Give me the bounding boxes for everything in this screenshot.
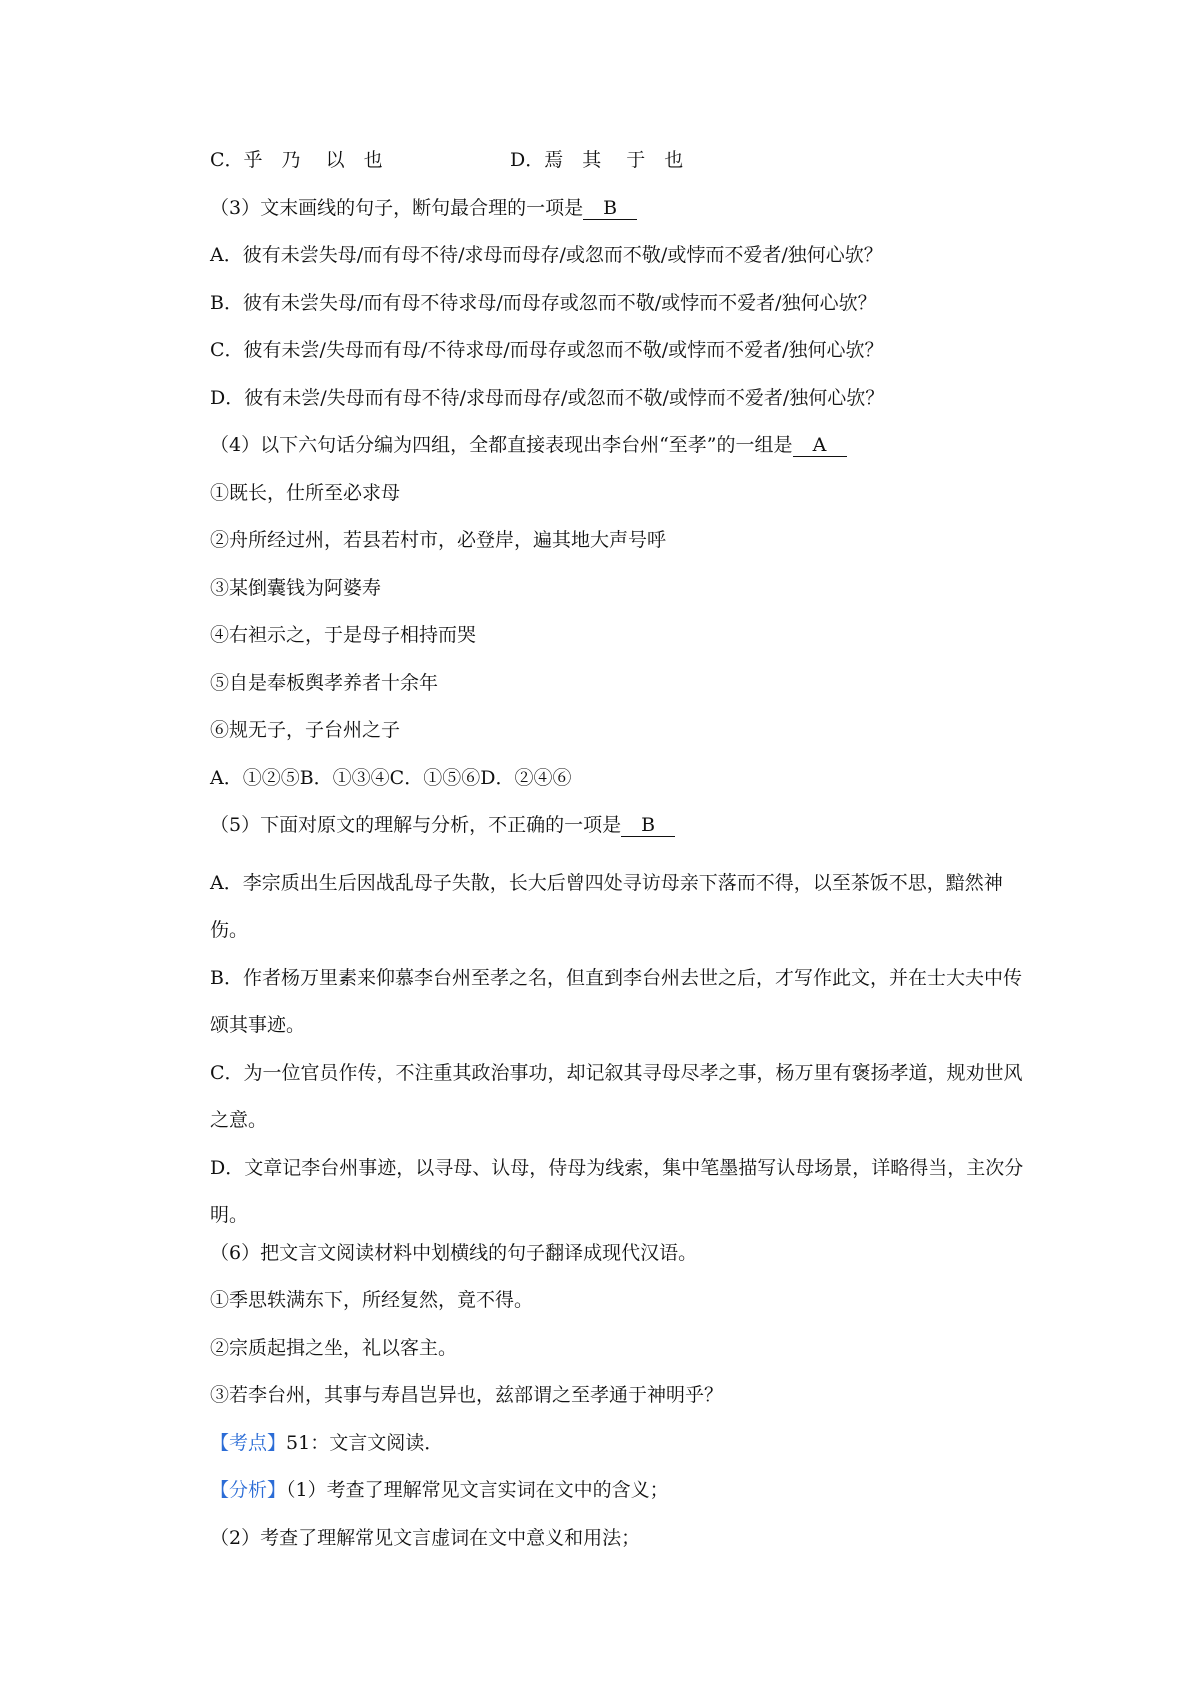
fenxi-text: （1）考查了理解常见文言实词在文中的含义； <box>286 1479 669 1501</box>
fenxi-tag: 【分析】 <box>210 1479 287 1501</box>
q6-item: ②宗质起揖之坐，礼以客主。 <box>210 1336 458 1359</box>
q3-stem <box>210 195 1030 243</box>
q4-options: A．①②⑤B．①③④C．①⑤⑥D．②④⑥ <box>210 766 572 789</box>
q6-item: ③若李台州，其事与寿昌岂异也，兹部谓之至孝通于神明乎？ <box>210 1384 724 1406</box>
q4-item: ②舟所经过州，若县若村市，必登岸，遍其地大声号呼 <box>210 529 667 551</box>
q4-item: ①既长，仕所至必求母 <box>210 481 401 504</box>
q4-item: ⑤自是奉板舆孝养者十余年 <box>210 671 439 694</box>
q4-item: ④右袒示之，于是母子相持而哭 <box>210 624 477 646</box>
q5-option-d: D．文章记李台州事迹，以寻母、认母，侍母为线索，集中笔墨描写认母场景，详略得当，主次分明。 <box>210 1156 1024 1226</box>
q3-option-a: A．彼有未尝失母/而有母不待/求母而母存/或忽而不敬/或悖而不爱者/独何心欤？ <box>210 244 883 266</box>
fenxi-line-2: （2）考查了理解常见文言虚词在文中意义和用法； <box>210 1526 641 1549</box>
q2-option-d: D．焉 其 于 也 <box>510 149 684 171</box>
kaodian-line <box>210 1430 1030 1478</box>
q5-option-b: B．作者杨万里素来仰慕李台州至孝之名，但直到李台州去世之后，才写作此文，并在士大夫中传颂其事迹。 <box>210 966 1022 1036</box>
q3-option-d: D．彼有未尝/失母而有母不待/求母而母存/或忽而不敬/或悖而不爱者/独何心欤？ <box>210 386 885 409</box>
q6-item: ①季思轶满东下，所经复然，竟不得。 <box>210 1289 534 1311</box>
q6-stem: （6）把文言文阅读材料中划横线的句子翻译成现代汉语。 <box>210 1241 698 1264</box>
q5-stem-text: （5）下面对原文的理解与分析，不正确的一项是 <box>210 814 622 836</box>
q5-answer: B <box>621 814 675 837</box>
q2-option-c: C．乎 乃 以 也 <box>210 149 383 171</box>
q4-answer: A <box>793 434 847 457</box>
q3-stem-text: （3）文末画线的句子，断句最合理的一项是 <box>210 196 584 219</box>
q4-item: ③某倒囊钱为阿婆寿 <box>210 576 382 599</box>
q2-options-cd <box>210 147 1030 195</box>
q5-option-a: A．李宗质出生后因战乱母子失散，长大后曾四处寻访母亲下落而不得，以至茶饭不思，黯然神伤。 <box>210 871 1003 941</box>
fenxi-line <box>210 1477 1030 1525</box>
q3-option-b: B．彼有未尝失母/而有母不待求母/而母存或忽而不敬/或悖而不爱者/独何心欤？ <box>210 291 877 314</box>
kaodian-tag: 【考点】 <box>210 1431 287 1454</box>
q5-option-c: C．为一位官员作传，不注重其政治事功，却记叙其寻母尽孝之事，杨万里有褒扬孝道，规劝世风之意。 <box>210 1061 1023 1131</box>
kaodian-text: 51：文言文阅读． <box>286 1431 444 1454</box>
q4-stem-text: （4）以下六句话分编为四组，全都直接表现出李台州“至孝”的一组是 <box>210 434 793 456</box>
q3-option-c: C．彼有未尝/失母而有母/不待求母/而母存或忽而不敬/或悖而不爱者/独何心欤？ <box>210 339 884 361</box>
q4-item: ⑥规无子，子台州之子 <box>210 719 401 741</box>
document-page <box>210 147 1030 1572</box>
q4-stem <box>210 432 1030 480</box>
q3-answer: B <box>583 197 637 220</box>
q5-stem <box>210 812 1030 860</box>
